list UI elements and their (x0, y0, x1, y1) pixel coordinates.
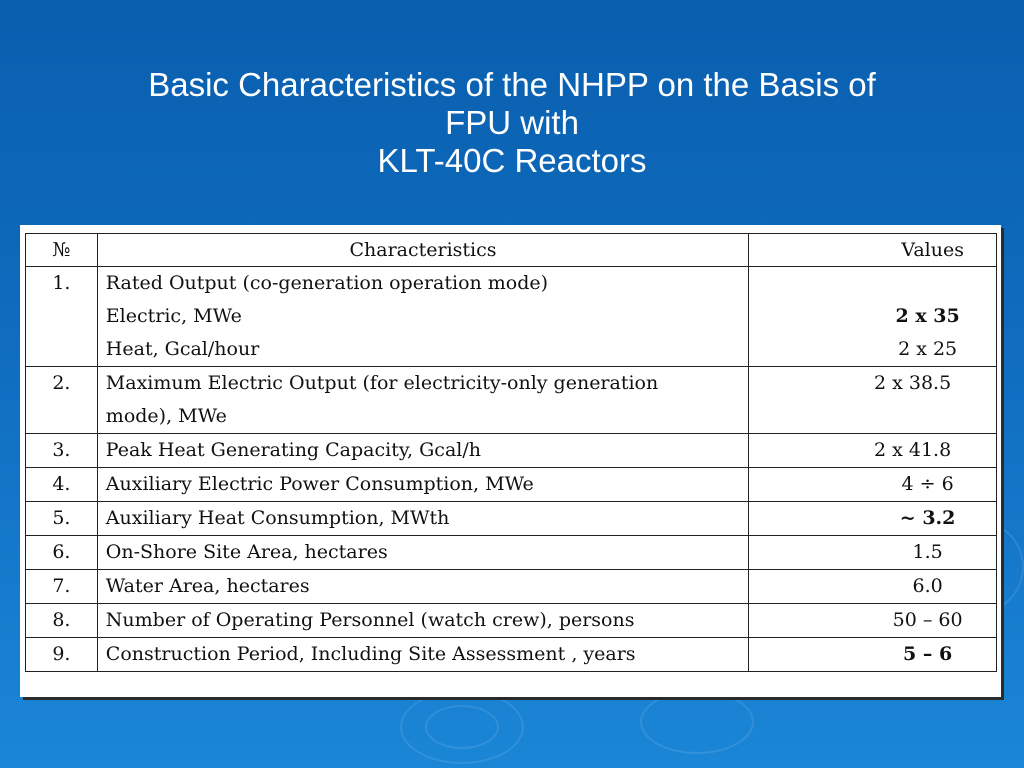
row-value (757, 400, 988, 433)
row-number: 1. (52, 272, 71, 294)
row-number: 9. (52, 643, 71, 665)
row-value: 6.0 (912, 575, 943, 597)
title-line-2: FPU with (445, 104, 579, 141)
row-value: 2 x 25 (898, 338, 958, 360)
decorative-ripple (425, 705, 499, 749)
row-characteristic: Heat, Gcal/hour (105, 338, 260, 360)
header-number: № (26, 234, 98, 267)
row-characteristic: Auxiliary Heat Consumption, MWth (105, 507, 450, 529)
characteristics-table-panel (20, 225, 1001, 697)
row-number: 8. (52, 609, 71, 631)
row-characteristic: Construction Period, Including Site Assessment , years (105, 643, 636, 665)
row-value: 2 x 38.5 (874, 372, 952, 394)
row-characteristic: mode), MWe (105, 405, 227, 427)
table-row (26, 604, 997, 638)
decorative-ripple (640, 690, 754, 754)
row-value: 2 x 41.8 (874, 439, 952, 461)
row-characteristic: Water Area, hectares (105, 575, 310, 597)
row-characteristic: Number of Operating Personnel (watch crew), persons (105, 609, 635, 631)
table-row (26, 267, 997, 367)
table-row (26, 468, 997, 502)
table-row (26, 570, 997, 604)
row-characteristic: Maximum Electric Output (for electricity-only generation (105, 372, 659, 394)
characteristics-table (25, 233, 997, 672)
row-number: 7. (52, 575, 71, 597)
row-number: 4. (52, 473, 71, 495)
row-characteristic: Auxiliary Electric Power Consumption, MWe (105, 473, 534, 495)
row-characteristic: Peak Heat Generating Capacity, Gcal/h (105, 439, 481, 461)
row-number: 2. (52, 372, 71, 394)
table-row (26, 638, 997, 672)
row-value: 4 ÷ 6 (901, 473, 954, 495)
row-number: 3. (52, 439, 71, 461)
row-characteristic: Rated Output (co-generation operation mode) (105, 272, 549, 294)
row-value: ~ 3.2 (899, 507, 956, 529)
table-row (26, 367, 997, 434)
title-line-3: KLT-40C Reactors (377, 142, 647, 179)
row-number: 5. (52, 507, 71, 529)
row-value: 50 – 60 (892, 609, 963, 631)
row-value: 2 x 35 (895, 305, 960, 327)
table-header-row (26, 234, 997, 267)
row-characteristic: Electric, MWe (105, 305, 242, 327)
table-row (26, 536, 997, 570)
table-row (26, 502, 997, 536)
slide-title (40, 66, 984, 180)
row-value: 5 – 6 (903, 643, 953, 665)
header-characteristics: Characteristics (97, 234, 748, 267)
row-value: 1.5 (912, 541, 943, 563)
row-number: 6. (52, 541, 71, 563)
table-row (26, 434, 997, 468)
row-value (757, 267, 988, 300)
title-line-1: Basic Characteristics of the NHPP on the Basis of (148, 66, 876, 103)
header-values: Values (749, 234, 997, 267)
row-characteristic: On-Shore Site Area, hectares (105, 541, 388, 563)
